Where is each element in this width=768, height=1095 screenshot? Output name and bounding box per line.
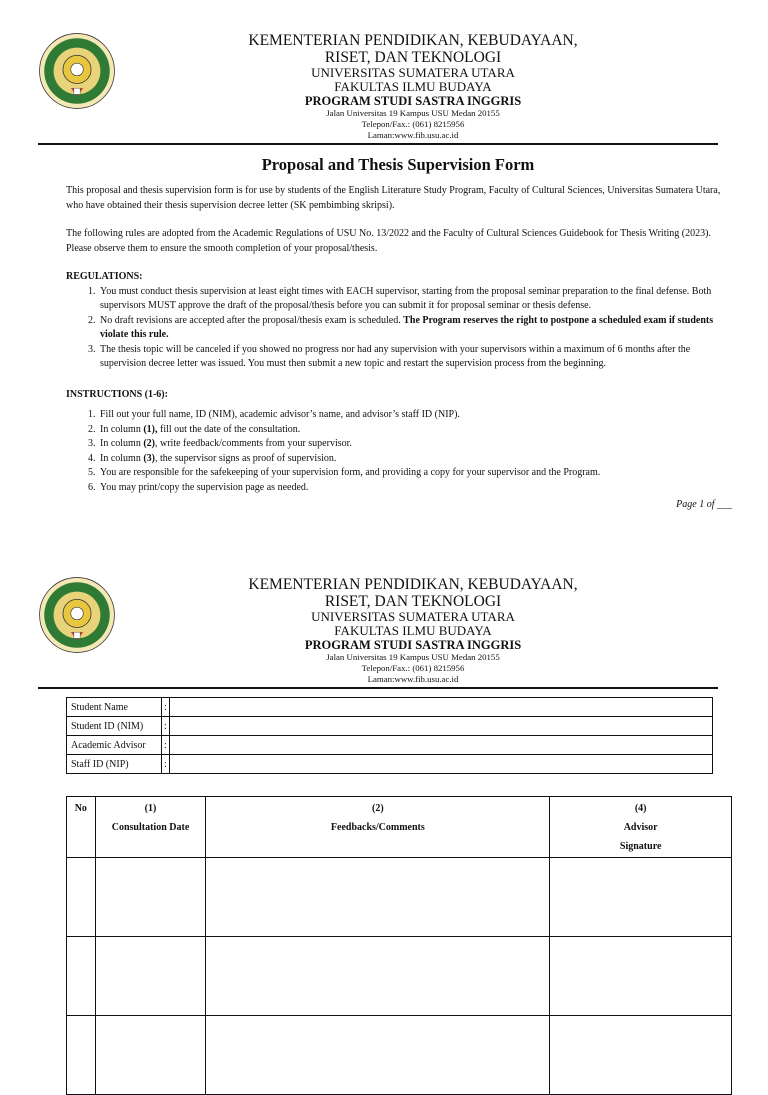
regulations-heading: REGULATIONS: — [66, 271, 143, 282]
feedback-cell[interactable] — [206, 937, 550, 1016]
university-logo-icon — [38, 32, 116, 110]
student-info-table — [66, 697, 713, 774]
col-no-header: No — [67, 797, 96, 858]
regulation-item: 3. The thesis topic will be canceled if you showed no progress nor had any supervision with your supervisors within a maximum of 6 months after the supervision decree letter was issued. You must then submit a new topic and restart the supervision process from the beginning. — [98, 343, 732, 372]
table-row — [67, 937, 732, 1016]
student-name-label: Student Name — [67, 698, 162, 717]
intro-paragraph: This proposal and thesis supervision form is for use by students of the English Literature Study Program, Faculty of Cultural Sciences, Universitas Sumatera Utara, who have obtained their thesis supervision decree letter (SK pembimbing skripsi). — [66, 185, 721, 211]
regulations-list — [66, 285, 732, 372]
row-no-cell[interactable] — [67, 1016, 96, 1095]
program-name: PROGRAM STUDI SASTRA INGGRIS — [304, 637, 522, 652]
student-name-field[interactable] — [169, 698, 712, 717]
supervision-table — [66, 796, 732, 1095]
col-feedback-header: (2) Feedbacks/Comments — [206, 797, 550, 858]
table-row: Academic Advisor : — [67, 736, 713, 755]
student-id-field[interactable] — [169, 717, 712, 736]
instruction-item: 2. In column (1), fill out the date of the consultation. — [98, 423, 732, 438]
feedback-cell[interactable] — [206, 858, 550, 937]
faculty-name: FAKULTAS ILMU BUDAYA — [334, 623, 492, 639]
rules-intro-paragraph: The following rules are adopted from the Academic Regulations of USU No. 13/2022 and the Faculty of Cultural Sciences Guidebook for Thesis Writing (2023). Please observe them to ensure the smooth completion of your proposal/thesis. — [66, 228, 711, 254]
ministry-name: KEMENTERIAN PENDIDIKAN, KEBUDAYAAN, — [248, 576, 578, 593]
phone: Telepon/Fax.: (061) 8215956 — [361, 119, 465, 130]
consultation-date-cell[interactable] — [95, 1016, 206, 1095]
university-logo-icon — [38, 576, 116, 654]
consultation-date-cell[interactable] — [95, 937, 206, 1016]
regulation-item: 2. No draft revisions are accepted after the proposal/thesis exam is scheduled. The Program reserves the right to postpone a scheduled exam if students violate this rule. — [98, 314, 732, 343]
address: Jalan Universitas 19 Kampus USU Medan 20155 — [326, 108, 500, 119]
table-row: Student Name : — [67, 698, 713, 717]
instruction-item: 1. Fill out your full name, ID (NIM), academic advisor’s name, and advisor’s staff ID (NIP). — [98, 408, 732, 423]
regulation-item: 1. You must conduct thesis supervision at least eight times with EACH supervisor, starting from the proposal seminar preparation to the final defense. Both supervisors MUST approve the draft of the proposal/thesis before you can submit it for proposal seminar or thesis defense. — [98, 285, 732, 314]
program-name: PROGRAM STUDI SASTRA INGGRIS — [304, 93, 522, 108]
table-header-row — [67, 797, 732, 858]
ministry-name: KEMENTERIAN PENDIDIKAN, KEBUDAYAAN, — [248, 32, 578, 49]
table-row: Staff ID (NIP) : — [67, 755, 713, 774]
letterhead — [38, 32, 718, 142]
instructions-list — [66, 408, 732, 495]
col-consultation-date-header: (1) Consultation Date — [95, 797, 206, 858]
letterhead-page2 — [38, 576, 718, 686]
consultation-date-cell[interactable] — [95, 858, 206, 937]
student-id-label: Student ID (NIM) — [67, 717, 162, 736]
table-row — [67, 1016, 732, 1095]
phone: Telepon/Fax.: (061) 8215956 — [361, 663, 465, 674]
col-signature-header: (4) Advisor Signature — [550, 797, 732, 858]
instruction-item: 4. In column (3), the supervisor signs as proof of supervision. — [98, 452, 732, 467]
feedback-cell[interactable] — [206, 1016, 550, 1095]
ministry-name-line2: RISET, DAN TEKNOLOGI — [324, 49, 502, 67]
staff-id-label: Staff ID (NIP) — [67, 755, 162, 774]
divider — [38, 143, 718, 145]
form-title: Proposal and Thesis Supervision Form — [261, 155, 535, 174]
signature-cell[interactable] — [550, 858, 732, 937]
academic-advisor-field[interactable] — [169, 736, 712, 755]
faculty-name: FAKULTAS ILMU BUDAYA — [334, 79, 492, 95]
website: Laman:www.fib.usu.ac.id — [367, 130, 459, 141]
address: Jalan Universitas 19 Kampus USU Medan 20155 — [326, 652, 500, 663]
form-description — [66, 184, 732, 495]
table-row — [67, 858, 732, 937]
page-number: Page 1 of ___ — [676, 499, 732, 510]
instruction-item: 6. You may print/copy the supervision page as needed. — [98, 481, 732, 496]
table-row: Student ID (NIM) : — [67, 717, 713, 736]
staff-id-field[interactable] — [169, 755, 712, 774]
instructions-heading: INSTRUCTIONS (1-6): — [66, 388, 168, 400]
website: Laman:www.fib.usu.ac.id — [367, 674, 459, 685]
row-no-cell[interactable] — [67, 937, 96, 1016]
signature-cell[interactable] — [550, 937, 732, 1016]
ministry-name-line2: RISET, DAN TEKNOLOGI — [324, 593, 502, 611]
divider — [38, 687, 718, 689]
academic-advisor-label: Academic Advisor — [67, 736, 162, 755]
row-no-cell[interactable] — [67, 858, 96, 937]
university-name: UNIVERSITAS SUMATERA UTARA — [311, 609, 515, 625]
signature-cell[interactable] — [550, 1016, 732, 1095]
university-name: UNIVERSITAS SUMATERA UTARA — [311, 65, 515, 81]
instruction-item: 3. In column (2), write feedback/comments from your supervisor. — [98, 437, 732, 452]
instruction-item: 5. You are responsible for the safekeeping of your supervision form, and providing a copy for your supervisor and the Program. — [98, 466, 732, 481]
